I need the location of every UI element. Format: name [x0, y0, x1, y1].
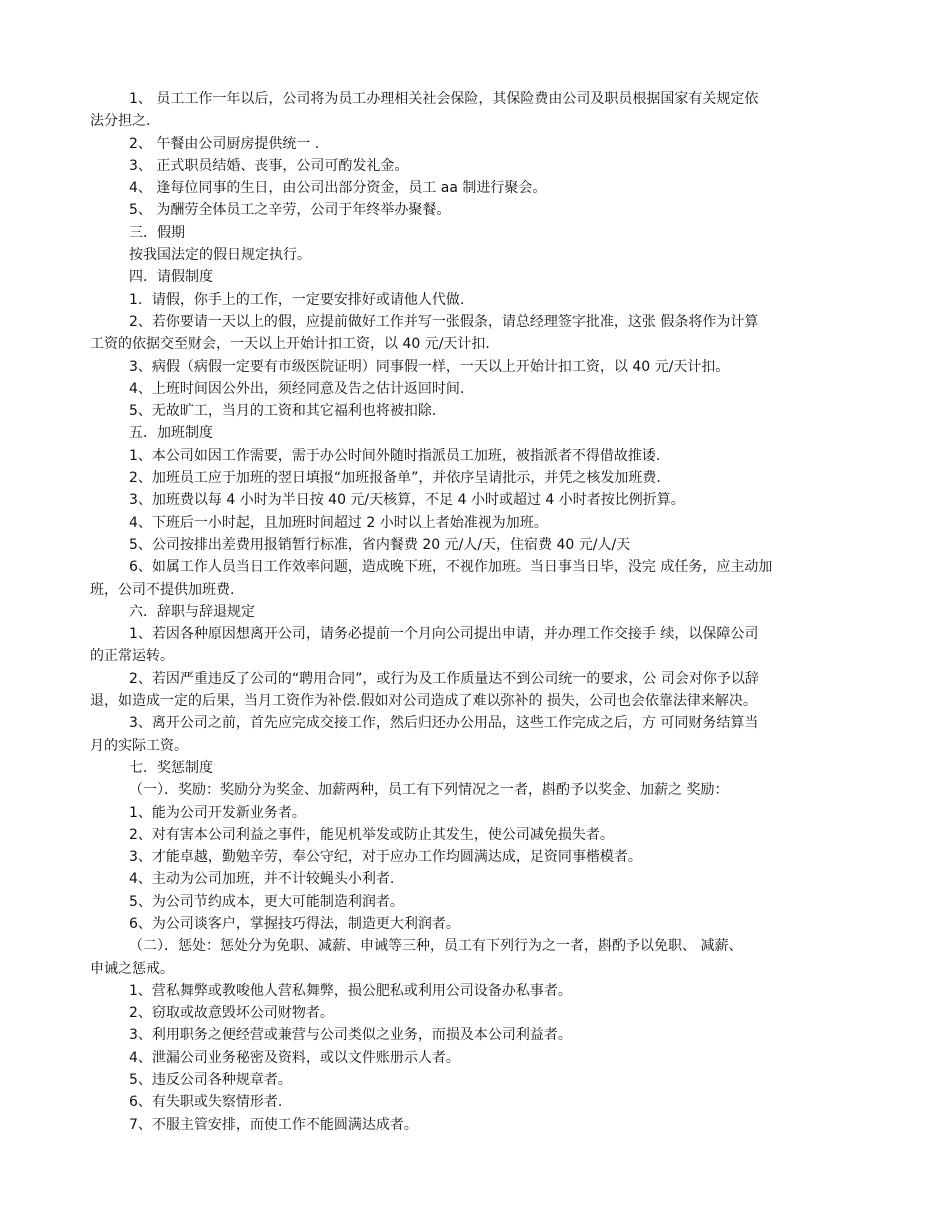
text-line: 5、 为酬劳全体员工之辛劳，公司于年终举办聚餐。 — [129, 202, 451, 219]
text-line: 工资的依据交至财会，一天以上开始计扣工资，以 40 元/天计扣. — [90, 336, 490, 353]
text-line: 的正常运转。 — [90, 648, 174, 665]
text-line: 1、 员工工作一年以后，公司将为员工办理相关社会保险，其保险费由公司及职员根据国家有关规定依 — [129, 91, 759, 107]
text-line: 5、公司按排出差费用报销暂行标准，省内餐费 20 元/人/天，住宿费 40 元/人/天 — [129, 536, 631, 553]
text-line: 3、加班费以每 4 小时为半日按 40 元/天核算，不足 4 小时或超过 4 小时者按比例折算。 — [129, 492, 685, 509]
text-line: 班，公司不提供加班费. — [90, 581, 235, 598]
text-line: 2、窃取或故意毁坏公司财物者。 — [129, 1005, 334, 1022]
text-line: 按我国法定的假日规定执行。 — [129, 247, 311, 264]
text-line: 5、违反公司各种规章者。 — [129, 1072, 292, 1089]
text-line: 月的实际工资。 — [90, 737, 188, 754]
text-line: 6、如属工作人员当日工作效率问题，造成晚下班，不视作加班。当日事当日毕，没完 成任务，应主动加 — [129, 559, 773, 576]
text-line: 1、若因各种原因想离开公司，请务必提前一个月向公司提出申请，并办理工作交接手 续，以保障公司 — [129, 626, 759, 643]
text-line: 3、利用职务之便经营或兼营与公司类似之业务，而损及本公司利益者。 — [129, 1027, 572, 1044]
text-line: 申诫之惩戒。 — [90, 960, 174, 977]
text-line: 1、能为公司开发新业务者。 — [129, 804, 306, 821]
document-body — [90, 88, 860, 1136]
text-line: 退，如造成一定的后果，当月工资作为补偿.假如对公司造成了难以弥补的 损失，公司也会依靠法律来解决。 — [90, 693, 757, 710]
text-line: 5、为公司节约成本，更大可能制造利润者。 — [129, 893, 404, 910]
text-line: 1．请假，你手上的工作，一定要安排好或请他人代做. — [129, 291, 465, 308]
text-line: 3、病假（病假一定要有市级医院证明）同事假一样，一天以上开始计扣工资，以 40 元/天计扣。 — [129, 358, 730, 375]
text-line: 4、主动为公司加班，并不计较蝇头小利者. — [129, 871, 395, 888]
text-line: （一）．奖励：奖励分为奖金、加薪两种，员工有下列情况之一者，斟酌予以奖金、加薪之 奖励： — [129, 782, 729, 799]
text-line: 4、泄漏公司业务秘密及资料，或以文件账册示人者。 — [129, 1049, 460, 1066]
text-line: 2、对有害本公司利益之事件，能见机举发或防止其发生，使公司减免损失者。 — [129, 826, 614, 843]
text-line: 2、 午餐由公司厨房提供统一 . — [129, 135, 320, 152]
text-line: 4、上班时间因公外出，须经同意及告之估计返回时间. — [129, 380, 465, 397]
text-line: 七．奖惩制度 — [129, 759, 213, 776]
text-line: 法分担之. — [90, 113, 151, 130]
text-line: 7、不服主管安排，而使工作不能圆满达成者。 — [129, 1116, 418, 1133]
text-line: 三．假期 — [129, 224, 185, 241]
text-line: 4、 逢每位同事的生日，由公司出部分资金，员工 aa 制进行聚会。 — [129, 180, 547, 197]
text-line: 4、下班后一小时起，且加班时间超过 2 小时以上者始准视为加班。 — [129, 514, 548, 531]
text-line: 2、若你要请一天以上的假，应提前做好工作并写一张假条，请总经理签字批准，这张 假条将作为计算 — [129, 313, 759, 330]
text-line: 5、无故旷工，当月的工资和其它福利也将被扣除. — [129, 403, 437, 420]
text-line: 3、 正式职员结婚、丧事，公司可酌发礼金。 — [129, 157, 409, 174]
text-line: 四．请假制度 — [129, 269, 213, 286]
text-line: 6、为公司谈客户，掌握技巧得法，制造更大利润者。 — [129, 915, 460, 932]
text-line: 1、营私舞弊或教唆他人营私舞弊，损公肥私或利用公司设备办私事者。 — [129, 982, 572, 999]
text-line: （二）．惩处：惩处分为免职、减薪、申诫等三种，员工有下列行为之一者，斟酌予以免职、 减薪、 — [129, 938, 743, 955]
text-line: 3、离开公司之前，首先应完成交接工作，然后归还办公用品，这些工作完成之后，方 可同财务结算当 — [129, 715, 759, 732]
text-line: 6、有失职或失察情形者. — [129, 1094, 283, 1111]
text-line: 3、才能卓越，勤勉辛劳，奉公守纪，对于应办工作均圆满达成，足资同事楷模者。 — [129, 849, 642, 866]
text-line: 2、加班员工应于加班的翌日填报“加班报备单”，并依序呈请批示，并凭之核发加班费. — [129, 470, 661, 487]
text-line: 1、本公司如因工作需要，需于办公时间外随时指派员工加班，被指派者不得借故推诿. — [129, 447, 661, 464]
text-line: 五．加班制度 — [129, 425, 213, 442]
text-line: 六．辞职与辞退规定 — [129, 603, 255, 620]
text-line: 2、若因严重违反了公司的“聘用合同”，或行为及工作质量达不到公司统一的要求，公 司会对你予以辞 — [129, 670, 759, 687]
